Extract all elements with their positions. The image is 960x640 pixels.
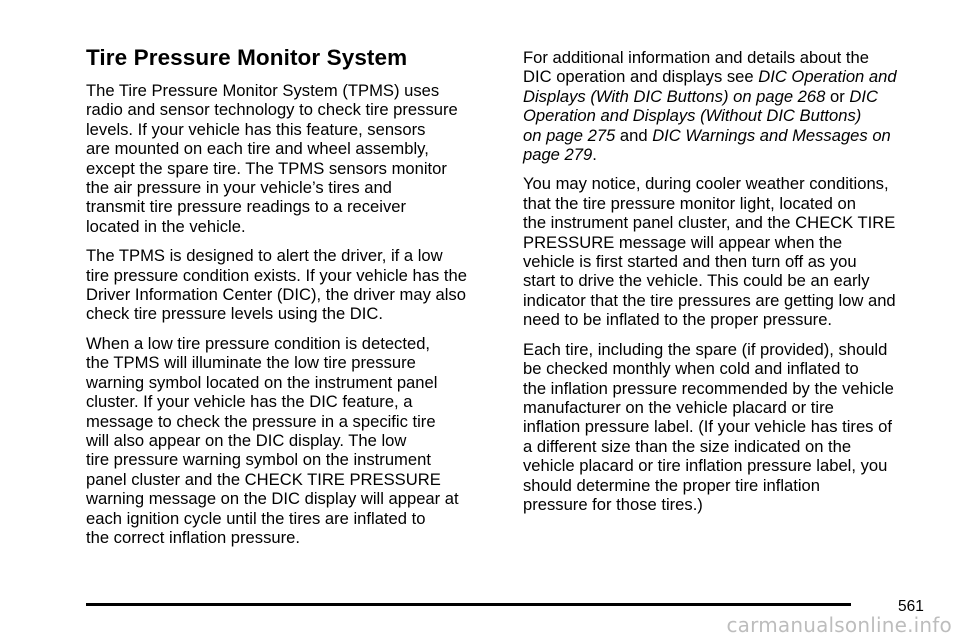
paragraph-tpms-alert: The TPMS is designed to alert the driver, if a low tire pressure condition exists. If your vehicle has the Driver Information Center (DIC), the driver may also check tire pressure levels using the DIC. bbox=[86, 246, 467, 324]
paragraph-low-pressure-detected: When a low tire pressure condition is detected, the TPMS will illuminate the low tire pressure warning symbol located on the instrument panel cluster. If your vehicle has the DIC feature, a message to check the pressure in a specific tire will also appear on the DIC display. The low tire pressure warning symbol on the instrument panel cluster and the CHECK TIRE PRESSURE warning message on the DIC display will appear at each ignition cycle until the tires are inflated to the correct inflation pressure. bbox=[86, 333, 459, 547]
dic-intro-text: For additional information and details about the DIC operation and displays see bbox=[523, 48, 869, 87]
page-number: 561 bbox=[898, 598, 924, 615]
paragraph-tpms-overview: The Tire Pressure Monitor System (TPMS) uses radio and sensor technology to check tire pressure levels. If your vehicle has this feature, sensors are mounted on each tire and wheel assembly, except the spare tire. The TPMS sensors monitor the air pressure in your vehicle’s tires and transmit tire pressure readings to a receiver located in the vehicle. bbox=[86, 81, 458, 236]
dic-reference-warnings: DIC Warnings and Messages on page 279 bbox=[523, 125, 891, 165]
footer-rule bbox=[86, 603, 851, 606]
paragraph-cold-weather: You may notice, during cooler weather conditions, that the tire pressure monitor light, located on the instrument panel cluster, and the CHECK TIRE PRESSURE message will appear when the vehicle is first started and then turn off as you start to drive the vehicle. This could be an early indicator that the tire pressures are getting low and need to be inflated to the proper pressure. bbox=[523, 174, 896, 330]
dic-reference-without-buttons: DIC Operation and Displays (Without DIC Buttons) on page 275 bbox=[523, 86, 878, 145]
watermark: carmanualsonline.info bbox=[726, 613, 952, 637]
paragraph-dic-references bbox=[523, 48, 938, 164]
and-text: and bbox=[615, 125, 653, 145]
dic-reference-with-buttons: DIC Operation and Displays (With DIC Buttons) on page 268 bbox=[523, 67, 897, 106]
or-text: or bbox=[825, 86, 850, 106]
left-column bbox=[86, 44, 496, 557]
right-column bbox=[523, 48, 938, 524]
period-text: . bbox=[592, 145, 597, 165]
paragraph-monthly-check: Each tire, including the spare (if provided), should be checked monthly when cold and inflated to the inflation pressure recommended by the vehicle manufacturer on the vehicle placard or tire inflation pressure label. (If your vehicle has tires of a different size than the size indicated on the vehicle placard or tire inflation pressure label, you should determine the proper tire inflation pressure for those tires.) bbox=[523, 339, 894, 514]
section-heading: Tire Pressure Monitor System bbox=[86, 45, 408, 70]
